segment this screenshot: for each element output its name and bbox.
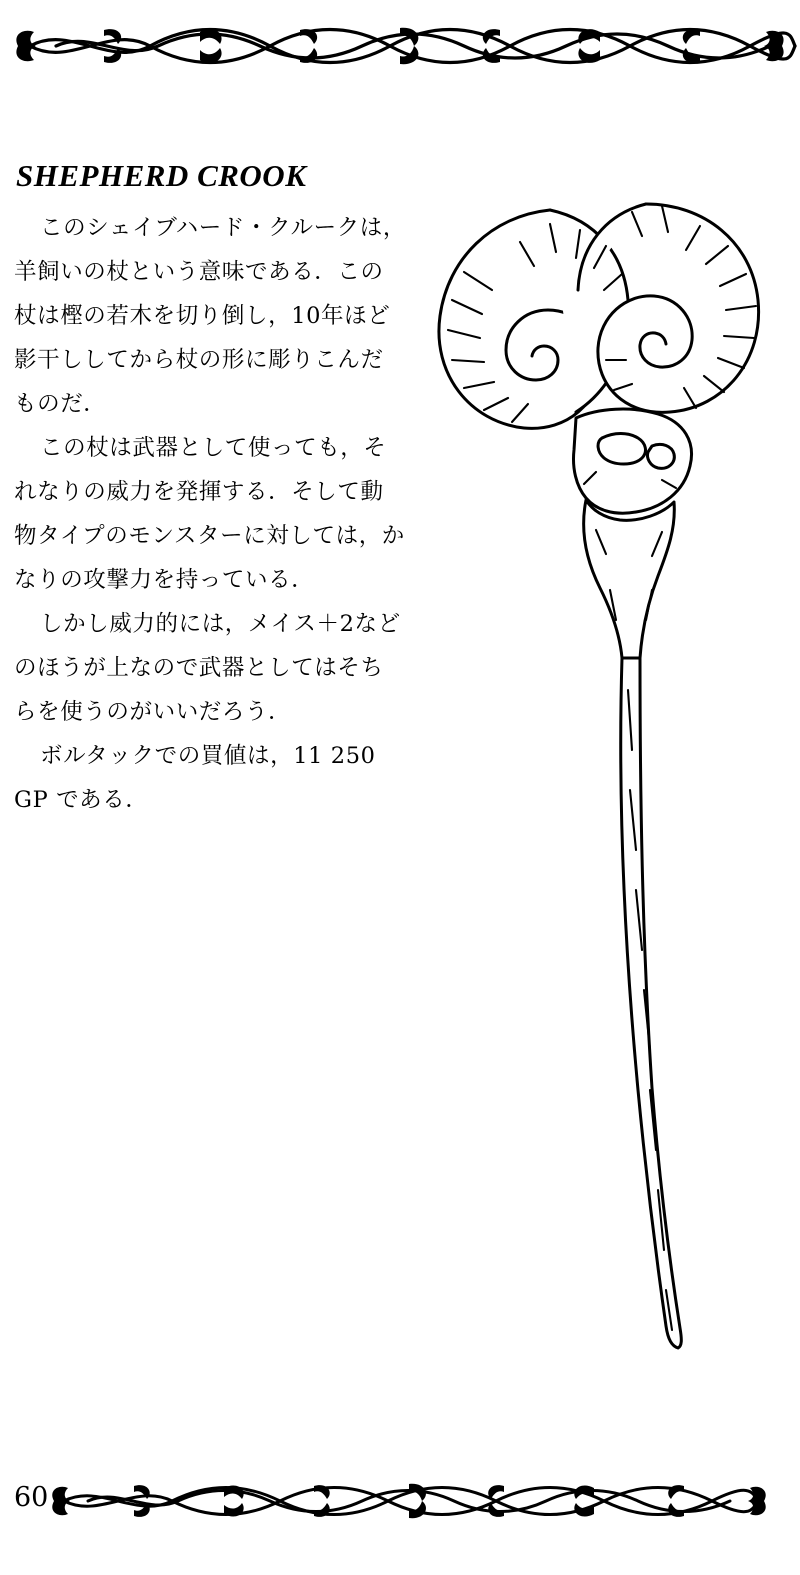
paragraph: ボルタックでの買値は，11 250 GP である． <box>14 743 376 813</box>
page-title: SHEPHERD CROOK <box>16 158 307 193</box>
top-ornament-divider <box>0 18 800 74</box>
page-number: 60 <box>14 1482 49 1513</box>
paragraph: このシェイブハード・クルークは，羊飼いの杖という意味である．この杖は樫の若木を切り倒し，10年ほど影干ししてから杖の形に彫りこんだものだ． <box>14 215 407 417</box>
bottom-ornament-divider <box>38 1478 780 1524</box>
article-body <box>14 206 406 822</box>
paragraph: しかし威力的には，メイス＋2などのほうが上なので武器としてはそちらを使うのがいいだろう． <box>14 611 401 725</box>
paragraph: この杖は武器として使っても，それなりの威力を発揮する．そして動物タイプのモンスターに対しては，かなりの攻撃力を持っている． <box>14 435 405 593</box>
shepherd-crook-staff-illustration <box>400 150 790 1380</box>
